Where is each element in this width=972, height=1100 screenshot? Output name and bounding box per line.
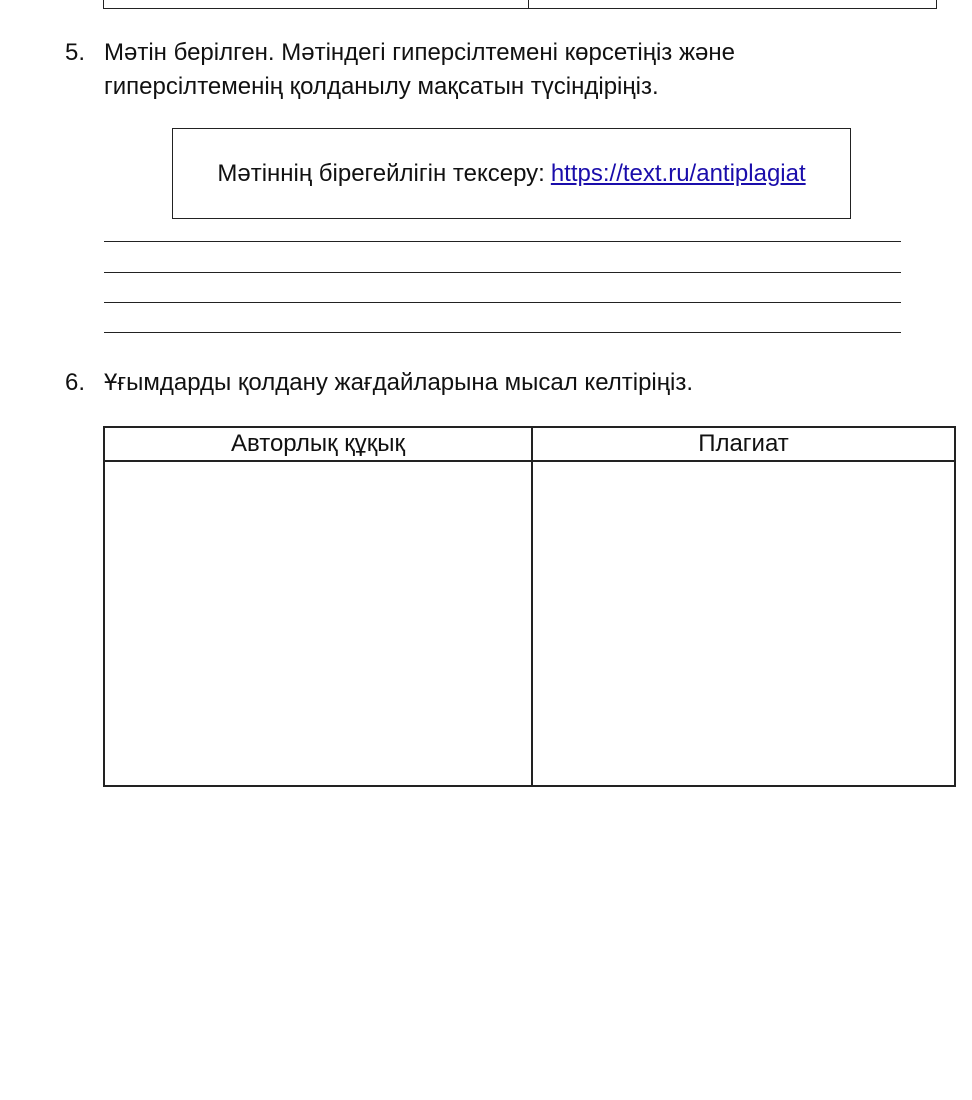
task-6-text: Ұғымдарды қолдану жағдайларына мысал келтіріңіз. [104,369,694,396]
table-header-plagiarism: Плагиат [698,430,789,457]
task-5-line-1: Мәтін берілген. Мәтіндегі гиперсілтемені көрсетіңіз және [104,39,735,66]
task-5-line-2: гиперсілтеменің қолданылу мақсатын түсіндіріңіз. [104,73,659,100]
previous-table-fragment [103,0,937,9]
table-cell-plagiarism[interactable] [533,462,954,785]
task-5-number: 5. [65,39,86,66]
task-6-number: 6. [65,369,86,396]
answer-line-2[interactable] [104,272,901,273]
hyperlink-text-box [172,128,851,219]
answer-line-3[interactable] [104,302,901,303]
table-cell-copyright[interactable] [105,462,531,785]
answer-line-1[interactable] [104,241,901,242]
previous-table-divider [528,0,529,8]
hyperlink-box-label: Мәтіннің бірегейлігін тексеру: [217,159,545,187]
answer-line-4[interactable] [104,332,901,333]
concept-table [103,426,956,787]
hyperlink[interactable]: https://text.ru/antiplagiat [550,159,806,187]
table-header-copyright: Авторлық құқық [231,430,405,457]
